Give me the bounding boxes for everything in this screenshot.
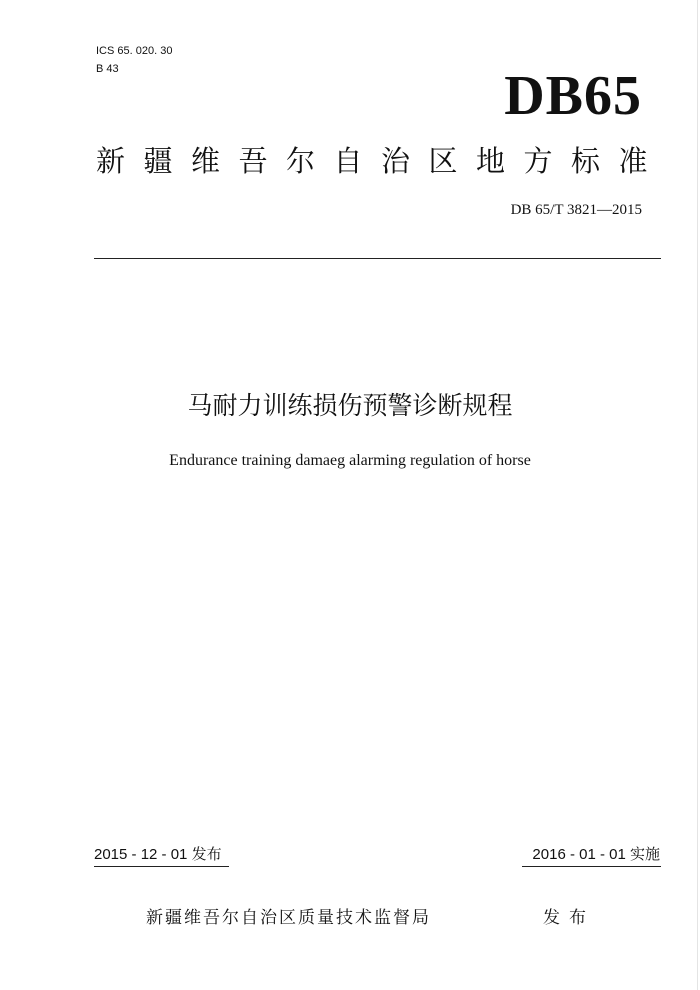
publisher: 新疆维吾尔自治区质量技术监督局 (146, 908, 431, 928)
ics-code: ICS 65. 020. 30 (96, 45, 173, 57)
standard-type-heading: 新疆维吾尔自治区地方标准 (96, 144, 667, 178)
issue-date-underline (94, 866, 229, 867)
implementation-date: 2016 - 01 - 01 实施 (532, 846, 660, 863)
header-divider (94, 258, 661, 259)
scan-edge (697, 0, 698, 990)
issue-date: 2015 - 12 - 01 发布 (94, 846, 222, 863)
implementation-date-underline (522, 866, 661, 867)
classification-code: B 43 (96, 63, 119, 75)
document-title-english: Endurance training damaeg alarming regulation of horse (169, 452, 531, 469)
standard-logo: DB65 (504, 65, 642, 127)
standard-number: DB 65/T 3821—2015 (510, 202, 642, 218)
publish-label: 发布 (543, 908, 595, 928)
document-title-chinese: 马耐力训练损伤预警诊断规程 (187, 391, 513, 420)
